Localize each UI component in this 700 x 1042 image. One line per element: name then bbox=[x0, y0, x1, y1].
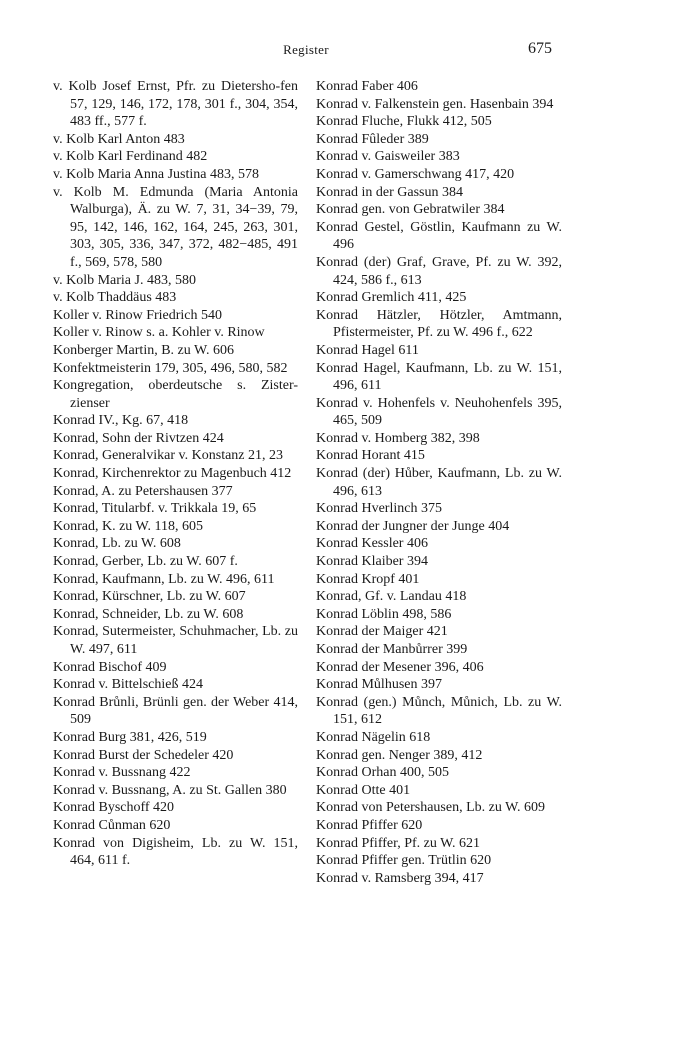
index-entry: Konrad, Lb. zu W. 608 bbox=[53, 536, 181, 552]
index-entry: v. Kolb Thaddäus 483 bbox=[53, 290, 177, 306]
index-entry: Konrad, Sohn der Rivtzen 424 bbox=[53, 430, 224, 446]
page-number: 675 bbox=[528, 40, 552, 57]
index-entry: Konrad, A. zu Petershausen 377 bbox=[53, 483, 233, 499]
index-entry: Konrad, Kirchenrektor zu Magenbuch 412 bbox=[53, 466, 292, 482]
index-entry: Konrad v. Bussnang 422 bbox=[53, 765, 191, 781]
index-entry: Konrad Brůnli, Brünli gen. der Weber 414, 509 bbox=[53, 694, 298, 728]
page-header bbox=[0, 40, 700, 64]
index-entry: Konrad v. Homberg 382, 398 bbox=[316, 430, 480, 446]
index-entry: v. Kolb Karl Ferdinand 482 bbox=[53, 149, 208, 165]
index-entry: Konrad Burst der Schedeler 420 bbox=[53, 747, 234, 763]
index-entry: Konrad, Schneider, Lb. zu W. 608 bbox=[53, 606, 244, 622]
index-entry: Konrad Pfiffer, Pf. zu W. 621 bbox=[316, 835, 481, 851]
index-entry: Konrad v. Falkenstein gen. Hasenbain 394 bbox=[316, 96, 554, 112]
index-entry: Konrad v. Hohenfels v. Neuhohenfels 395, 465, 509 bbox=[316, 395, 562, 429]
index-entry: Koller v. Rinow s. a. Kohler v. Rinow bbox=[53, 325, 265, 341]
index-entry: Konrad Byschoff 420 bbox=[53, 800, 175, 816]
index-entry: v. Kolb M. Edmunda (Maria Antonia Walburga), Ä. zu W. 7, 31, 34−39, 79, 95, 142, 146, 162, 164, 245, 263, 301, 303, 305, 336, 347, 372, 482−485, 491 f., 569, 578, 580 bbox=[53, 184, 298, 270]
index-entry: Konrad IV., Kg. 67, 418 bbox=[53, 413, 189, 429]
index-entry: Konrad Horant 415 bbox=[316, 448, 425, 464]
index-entry: Konrad Gremlich 411, 425 bbox=[316, 290, 467, 306]
index-entry: v. Kolb Josef Ernst, Pfr. zu Dietersho-fen 57, 129, 146, 172, 178, 301 f., 304, 354, 483 ff., 577 f. bbox=[53, 79, 298, 130]
index-entry: Konrad Hagel 611 bbox=[316, 342, 419, 358]
index-entry: Konrad gen. Nenger 389, 412 bbox=[316, 747, 483, 763]
index-entry: Konrad Löblin 498, 586 bbox=[316, 606, 452, 622]
index-column-right bbox=[316, 78, 562, 887]
index-entry: Konrad, Kaufmann, Lb. zu W. 496, 611 bbox=[53, 571, 275, 587]
index-entry: Konrad Můlhusen 397 bbox=[316, 677, 442, 693]
index-entry: Konrad, Gf. v. Landau 418 bbox=[316, 589, 467, 605]
index-entry: Konrad der Maiger 421 bbox=[316, 624, 448, 640]
index-entry: Konberger Martin, B. zu W. 606 bbox=[53, 342, 234, 358]
index-entry: Konrad der Manbůrrer 399 bbox=[316, 642, 468, 657]
index-entry: Konrad der Mesener 396, 406 bbox=[316, 659, 484, 675]
index-entry: Konrad in der Gassun 384 bbox=[316, 184, 463, 200]
index-entry: Konrad Hagel, Kaufmann, Lb. zu W. 151, 496, 611 bbox=[316, 360, 562, 394]
index-entry: Konrad (der) Graf, Grave, Pf. zu W. 392, 424, 586 f., 613 bbox=[316, 254, 562, 288]
index-entry: Konrad Gestel, Göstlin, Kaufmann zu W. 496 bbox=[316, 219, 562, 253]
index-entry: Konrad Faber 406 bbox=[316, 79, 418, 94]
index-entry: Konrad (der) Hůber, Kaufmann, Lb. zu W. 496, 613 bbox=[316, 466, 562, 499]
index-entry: Konrad, K. zu W. 118, 605 bbox=[53, 518, 203, 534]
index-entry: Konrad Burg 381, 426, 519 bbox=[53, 729, 207, 745]
index-entry: Konrad, Generalvikar v. Konstanz 21, 23 bbox=[53, 448, 284, 464]
index-entry: Konrad, Gerber, Lb. zu W. 607 f. bbox=[53, 554, 238, 570]
index-entry: Konrad Hverlinch 375 bbox=[316, 501, 442, 517]
index-entry: Konrad, Kürschner, Lb. zu W. 607 bbox=[53, 589, 246, 605]
index-entry: v. Kolb Maria Anna Justina 483, 578 bbox=[53, 166, 259, 182]
index-entry: Konrad v. Bittelschieß 424 bbox=[53, 677, 203, 693]
index-column-left bbox=[53, 78, 298, 870]
index-entry: Konrad Nägelin 618 bbox=[316, 729, 431, 745]
index-entry: v. Kolb Karl Anton 483 bbox=[53, 131, 185, 147]
index-entry: Konrad Fluche, Flukk 412, 505 bbox=[316, 114, 492, 130]
index-entry: Konrad Klaiber 394 bbox=[316, 554, 428, 570]
index-entry: Konrad von Petershausen, Lb. zu W. 609 bbox=[316, 800, 546, 816]
index-entry: Konrad Orhan 400, 505 bbox=[316, 765, 449, 781]
index-entry: Kongregation, oberdeutsche s. Zister-zienser bbox=[53, 378, 298, 411]
index-entry: Konrad Pfiffer gen. Trütlin 620 bbox=[316, 853, 492, 869]
index-entry: Konrad v. Gamerschwang 417, 420 bbox=[316, 166, 515, 182]
index-entry: Konrad v. Gaisweiler 383 bbox=[316, 149, 460, 165]
index-entry: Konrad Kropf 401 bbox=[316, 571, 420, 587]
index-entry: Konrad, Sutermeister, Schuhmacher, Lb. zu W. 497, 611 bbox=[53, 624, 298, 657]
index-entry: Konrad Otte 401 bbox=[316, 782, 411, 798]
index-entry: Konrad gen. von Gebratwiler 384 bbox=[316, 202, 505, 218]
index-entry: Konfektmeisterin 179, 305, 496, 580, 582 bbox=[53, 360, 288, 376]
index-entry: Konrad v. Bussnang, A. zu St. Gallen 380 bbox=[53, 782, 287, 798]
index-entry: Konrad v. Ramsberg 394, 417 bbox=[316, 870, 484, 886]
index-entry: Konrad, Titularbf. v. Trikkala 19, 65 bbox=[53, 501, 257, 517]
index-entry: Konrad der Jungner der Junge 404 bbox=[316, 518, 510, 534]
index-entry: Konrad (gen.) Můnch, Můnich, Lb. zu W. 151, 612 bbox=[316, 694, 562, 728]
index-entry: Konrad Pfiffer 620 bbox=[316, 817, 423, 833]
index-entry: Koller v. Rinow Friedrich 540 bbox=[53, 307, 223, 323]
running-head: Register bbox=[283, 42, 329, 57]
index-entry: Konrad Hätzler, Hötzler, Amtmann, Pfistermeister, Pf. zu W. 496 f., 622 bbox=[316, 307, 562, 341]
index-entry: Konrad Bischof 409 bbox=[53, 659, 167, 675]
index-entry: Konrad Kessler 406 bbox=[316, 536, 428, 552]
index-entry: Konrad Fûleder 389 bbox=[316, 131, 429, 147]
index-entry: Konrad Cůnman 620 bbox=[53, 817, 171, 833]
index-entry: Konrad von Digisheim, Lb. zu W. 151, 464, 611 f. bbox=[53, 835, 298, 869]
index-entry: v. Kolb Maria J. 483, 580 bbox=[53, 272, 196, 288]
